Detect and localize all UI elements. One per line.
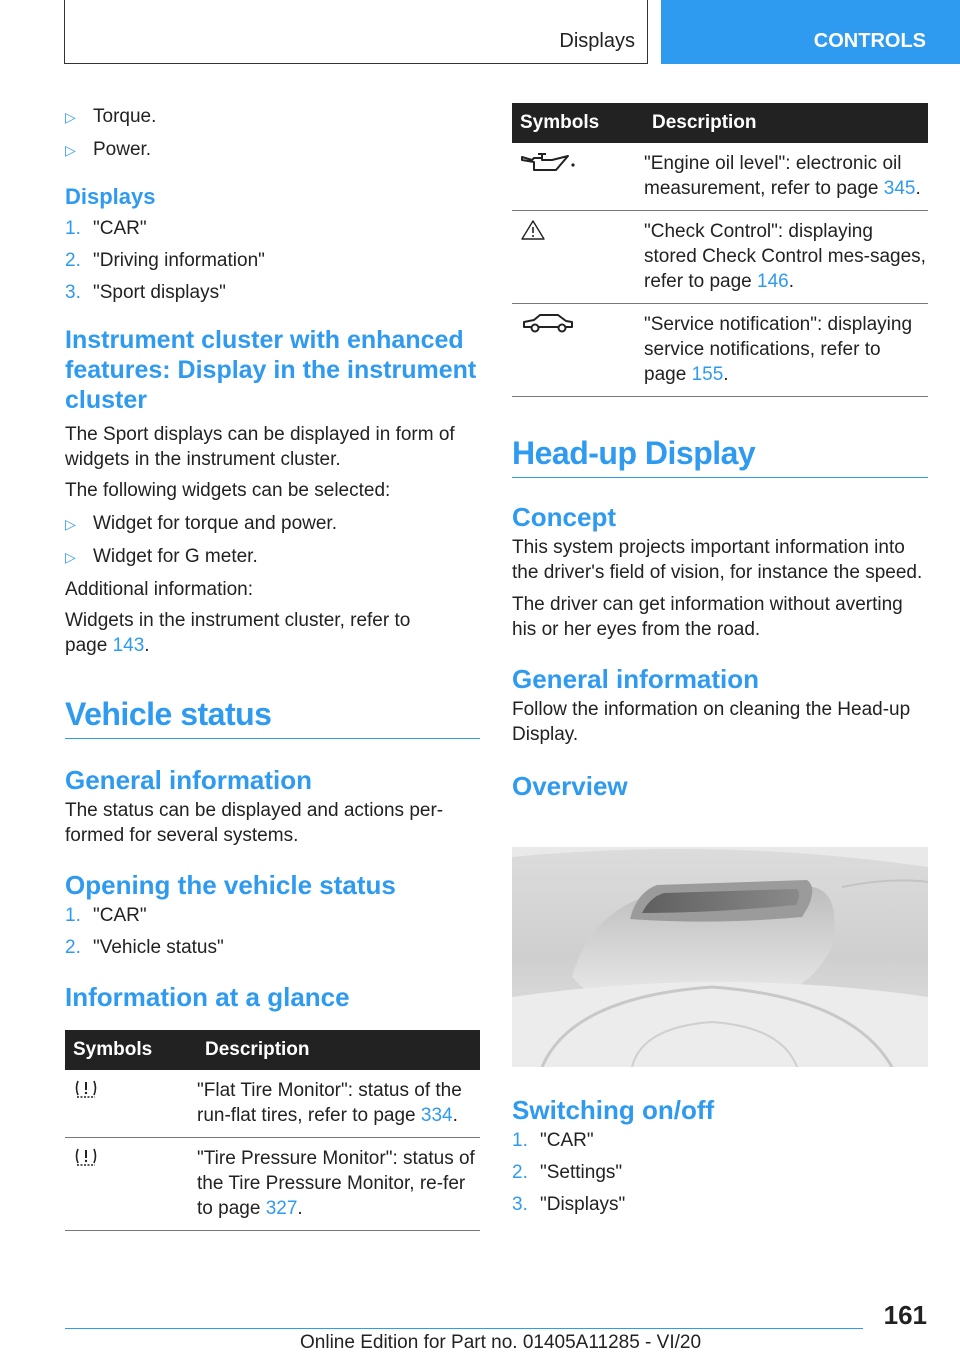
list-item: 3. "Displays" bbox=[512, 1194, 626, 1215]
concept-paragraph: This system projects important information into the driver's field of vision, for instance the speed. bbox=[512, 537, 923, 583]
additional-label: Additional information: bbox=[65, 579, 253, 600]
car-service-icon bbox=[520, 312, 576, 334]
warning-triangle-icon bbox=[520, 219, 546, 241]
general-information-text: The status can be displayed and actions per-formed for several systems. bbox=[65, 800, 444, 846]
table-header: Symbols bbox=[512, 103, 644, 143]
list-item: 1. "CAR" bbox=[512, 1130, 594, 1151]
page-link[interactable]: 143 bbox=[112, 635, 145, 656]
vehicle-status-title: Vehicle status bbox=[65, 696, 272, 732]
oil-can-icon bbox=[520, 151, 576, 175]
table-header-row bbox=[65, 1030, 480, 1070]
page-link[interactable]: 334 bbox=[420, 1105, 453, 1126]
bullet-triangle-icon: ▷ bbox=[65, 549, 76, 565]
bullet-triangle-icon: ▷ bbox=[65, 516, 76, 532]
table-header-row bbox=[512, 103, 928, 143]
footer-edition-text: Online Edition for Part no. 01405A11285 - VI/20 bbox=[300, 1332, 702, 1353]
symbols-table bbox=[512, 103, 928, 397]
table-row: "Engine oil level": electronic oil measurement, refer to page 345. bbox=[512, 143, 928, 211]
table-row: "Flat Tire Monitor": status of the run-flat tires, refer to page 334. bbox=[65, 1070, 480, 1138]
switching-section bbox=[512, 1095, 928, 1217]
title-rule bbox=[512, 477, 928, 478]
list-item: 2. "Vehicle status" bbox=[65, 937, 224, 958]
head-up-display-photo bbox=[512, 847, 928, 1067]
table-header: Description bbox=[644, 103, 928, 143]
table-row: "Tire Pressure Monitor": status of the Tire Pressure Monitor, re-fer to page 327. bbox=[65, 1138, 480, 1231]
bullet-triangle-icon: ▷ bbox=[65, 142, 76, 158]
opening-vehicle-status-heading: Opening the vehicle status bbox=[65, 870, 396, 900]
overview-heading: Overview bbox=[512, 771, 628, 801]
header-section-box bbox=[64, 0, 648, 64]
table-row: "Service notification": displaying service notifications, refer to page 155. bbox=[512, 304, 928, 397]
list-item: ▷ Power. bbox=[65, 137, 480, 163]
page-link[interactable]: 345 bbox=[883, 178, 916, 199]
displays-heading: Displays bbox=[65, 184, 156, 209]
general-information-heading: General information bbox=[512, 664, 760, 694]
symbols-table bbox=[65, 1030, 480, 1231]
head-up-display-title: Head-up Display bbox=[512, 435, 756, 471]
widgets-reference: Widgets in the instrument cluster, refer to page 143. bbox=[65, 610, 411, 656]
table-header: Symbols bbox=[65, 1030, 197, 1070]
page-link[interactable]: 146 bbox=[757, 271, 789, 292]
concept-heading: Concept bbox=[512, 502, 616, 532]
left-column bbox=[65, 104, 480, 1231]
page-link[interactable]: 155 bbox=[691, 364, 724, 385]
tire-warning-icon bbox=[73, 1146, 99, 1168]
general-information-text: Follow the information on cleaning the Head-up Display. bbox=[512, 699, 911, 745]
list-item: 1. "CAR" bbox=[65, 218, 147, 239]
title-rule bbox=[65, 738, 480, 739]
general-information-heading: General information bbox=[65, 765, 313, 795]
header-chapter-tab bbox=[661, 0, 960, 64]
bullet-triangle-icon: ▷ bbox=[65, 109, 76, 125]
page-number: 161 bbox=[883, 1300, 927, 1330]
list-item: 2. "Driving information" bbox=[65, 250, 265, 271]
list-item: 3. "Sport displays" bbox=[65, 282, 226, 303]
instrument-paragraph: The following widgets can be selected: bbox=[65, 480, 391, 501]
list-item: ▷ Torque. bbox=[65, 104, 480, 130]
header-chapter-label: CONTROLS bbox=[813, 30, 926, 52]
header-section-title: Displays bbox=[559, 30, 635, 52]
list-item: 1. "CAR" bbox=[65, 905, 147, 926]
list-item: ▷ Widget for G meter. bbox=[65, 544, 480, 570]
list-item: 2. "Settings" bbox=[512, 1162, 623, 1183]
instrument-cluster-heading: Instrument cluster with enhanced features: Display in the instrument cluster bbox=[65, 326, 477, 414]
instrument-paragraph: The Sport displays can be displayed in form of widgets in the instrument cluster. bbox=[65, 424, 455, 470]
right-column bbox=[512, 103, 928, 801]
table-header: Description bbox=[197, 1030, 480, 1070]
tire-warning-icon bbox=[73, 1078, 99, 1100]
table-row: "Check Control": displaying stored Check Control mes-sages, refer to page 146. bbox=[512, 211, 928, 304]
footer-rule bbox=[65, 1328, 863, 1329]
list-item: ▷ Widget for torque and power. bbox=[65, 511, 480, 537]
dashboard-illustration bbox=[512, 847, 928, 1067]
concept-paragraph: The driver can get information without averting his or her eyes from the road. bbox=[512, 594, 903, 640]
page-link[interactable]: 327 bbox=[265, 1198, 298, 1219]
switching-heading: Switching on/off bbox=[512, 1095, 715, 1125]
information-at-a-glance-heading: Information at a glance bbox=[65, 982, 350, 1012]
